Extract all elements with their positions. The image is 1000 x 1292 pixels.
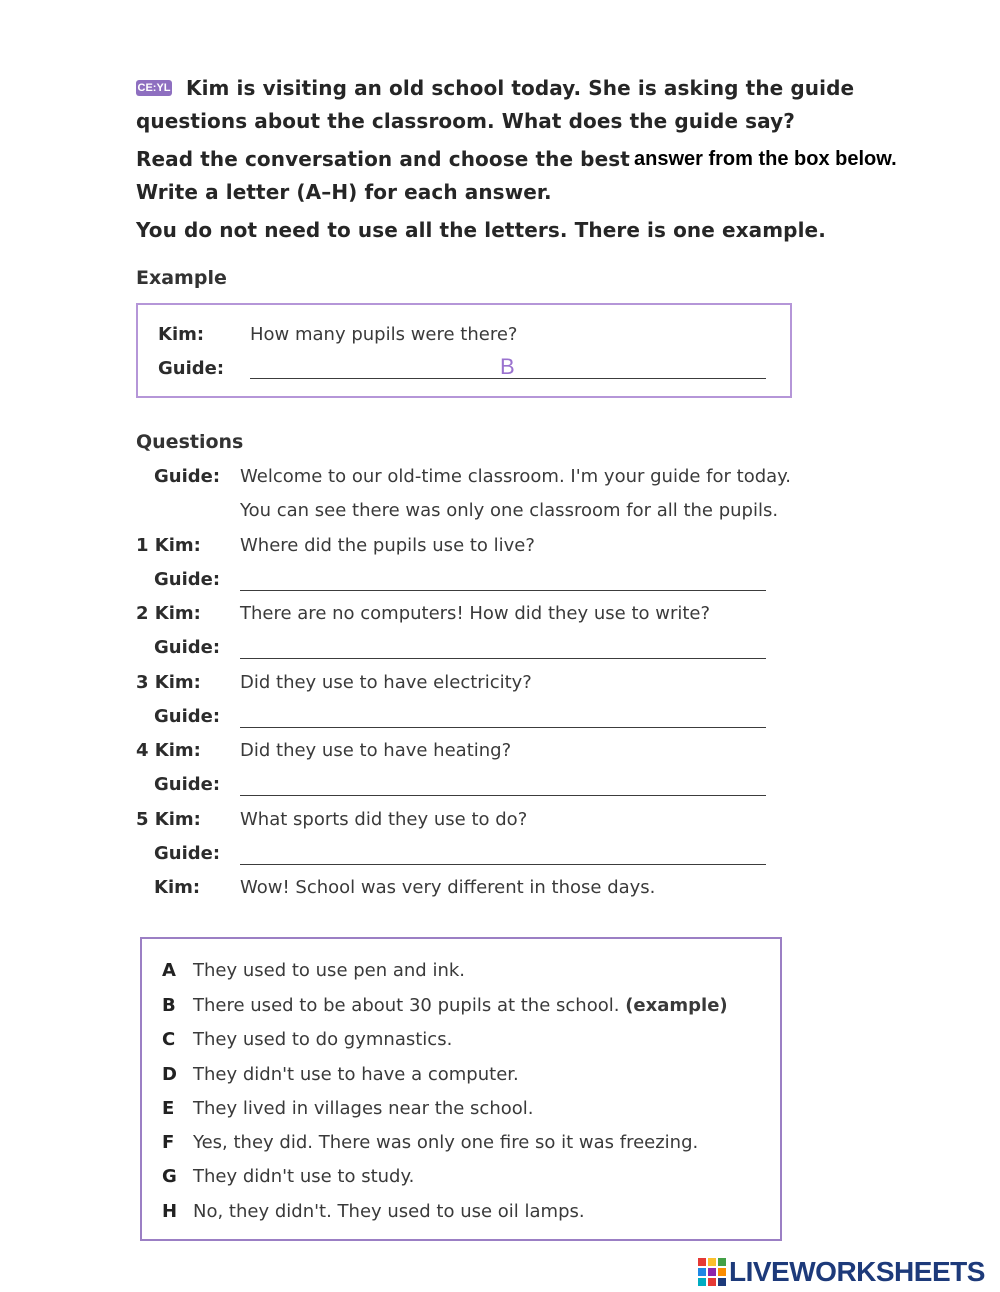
question-3-answer-input[interactable] (240, 703, 766, 728)
question-1-label: 1 Kim: (136, 535, 201, 556)
instruction-line-1: Kim is visiting an old school today. She is asking the guide (186, 76, 855, 100)
option-f-letter: F (162, 1132, 175, 1153)
option-d-text: They didn't use to have a computer. (193, 1064, 519, 1085)
question-3-text: Did they use to have electricity? (240, 672, 532, 693)
option-e-letter: E (162, 1098, 175, 1119)
intro-guide-label: Guide: (154, 466, 221, 487)
logo-text: LIVEWORKSHEETS (729, 1256, 985, 1287)
example-kim-text: How many pupils were there? (250, 324, 518, 345)
question-3-label: 3 Kim: (136, 672, 201, 693)
option-e-text: They lived in villages near the school. (193, 1098, 534, 1119)
example-title: Example (136, 267, 227, 289)
question-5-label: 5 Kim: (136, 809, 201, 830)
question-2-label: 2 Kim: (136, 603, 201, 624)
option-a-text: They used to use pen and ink. (193, 960, 466, 981)
instruction-line-5: You do not need to use all the letters. There is one example. (136, 218, 826, 242)
example-guide-label: Guide: (158, 358, 225, 379)
options-box (140, 937, 782, 1241)
questions-title: Questions (136, 431, 244, 453)
question-4-answer-input[interactable] (240, 771, 766, 796)
instruction-line-2: questions about the classroom. What does the guide say? (136, 109, 795, 133)
question-5-text: What sports did they use to do? (240, 809, 528, 830)
question-1-text: Where did the pupils use to live? (240, 535, 535, 556)
option-d-letter: D (162, 1064, 177, 1085)
question-2-guide-label: Guide: (154, 637, 221, 658)
option-f-text: Yes, they did. There was only one fire so it was freezing. (193, 1132, 699, 1153)
option-b-text: There used to be about 30 pupils at the school. (193, 995, 620, 1016)
closing-kim-label: Kim: (154, 877, 201, 898)
example-box (136, 303, 792, 398)
example-kim-label: Kim: (158, 324, 205, 345)
instruction-line-3: Read the conversation and choose the best (136, 147, 630, 171)
question-1-answer-input[interactable] (240, 566, 766, 591)
question-5-answer-input[interactable] (240, 840, 766, 865)
example-answer: B (500, 354, 515, 379)
option-c-letter: C (162, 1029, 176, 1050)
intro-line-2: You can see there was only one classroom for all the pupils. (240, 500, 779, 521)
option-h-letter: H (162, 1201, 178, 1222)
instruction-overlay: answer from the box below. (630, 148, 901, 171)
question-2-answer-input[interactable] (240, 634, 766, 659)
option-b-row (193, 995, 728, 1016)
liveworksheets-logo (698, 1252, 985, 1292)
question-4-text: Did they use to have heating? (240, 740, 512, 761)
logo-grid-icon (698, 1258, 726, 1286)
closing-kim-text: Wow! School was very different in those days. (240, 877, 656, 898)
option-b-note: (example) (625, 995, 728, 1016)
intro-line-1: Welcome to our old-time classroom. I'm your guide for today. (240, 466, 791, 487)
ceyl-badge: CE:YL (137, 82, 171, 94)
question-2-text: There are no computers! How did they use to write? (240, 603, 711, 624)
option-c-text: They used to do gymnastics. (193, 1029, 453, 1050)
question-4-label: 4 Kim: (136, 740, 201, 761)
option-b-letter: B (162, 995, 176, 1016)
question-3-guide-label: Guide: (154, 706, 221, 727)
option-g-text: They didn't use to study. (193, 1166, 415, 1187)
option-h-text: No, they didn't. They used to use oil lamps. (193, 1201, 585, 1222)
option-g-letter: G (162, 1166, 177, 1187)
question-5-guide-label: Guide: (154, 843, 221, 864)
option-a-letter: A (162, 960, 176, 981)
instruction-line-4: Write a letter (A–H) for each answer. (136, 180, 552, 204)
question-4-guide-label: Guide: (154, 774, 221, 795)
question-1-guide-label: Guide: (154, 569, 221, 590)
